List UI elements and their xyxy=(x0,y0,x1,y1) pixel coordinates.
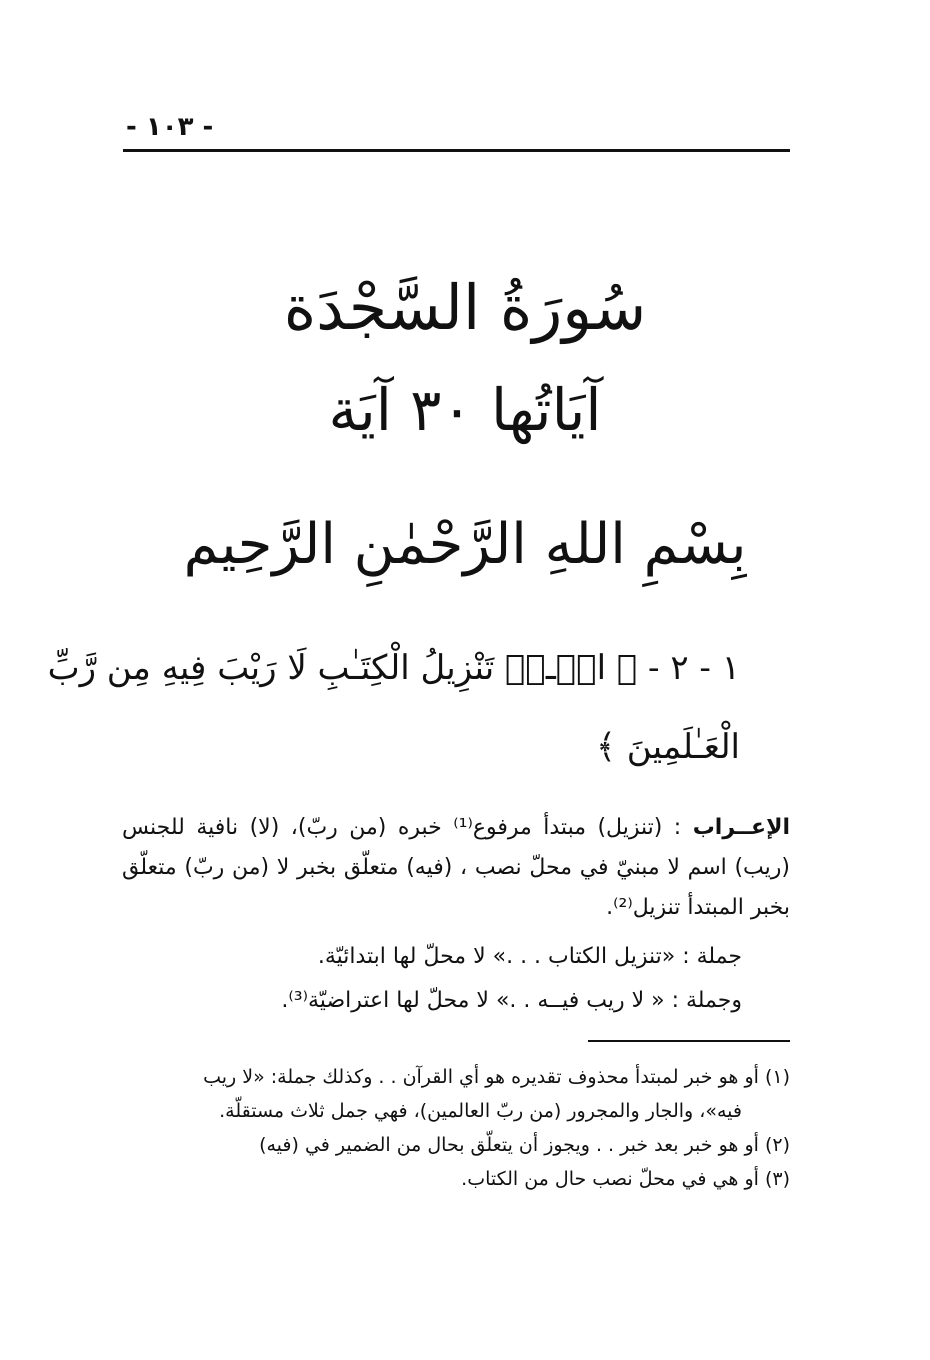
footnote-1-line-2: فيه»، والجار والمجرور (من ربّ العالمين)، فهي جمل ثلاث مستقلّة. xyxy=(219,1100,742,1122)
verse-line-1: ١ - ٢ - ﴿ الۤـمۤ تَنْزِيلُ الْكِتَـٰبِ لَا رَيْبَ فِيهِ مِن رَّبِّ xyxy=(47,648,740,688)
ayat-count: آيَاتُها ٣٠ آيَة xyxy=(328,376,602,444)
footnote-2 xyxy=(122,1128,790,1162)
verse-line-2: الْعَـٰلَمِينَ ﴾ xyxy=(596,727,740,767)
footnote-3 xyxy=(122,1162,790,1196)
sentence-analysis-2: وجملة : « لا ريب فيــه . .» لا محلّ لها اعتراضيّة⁽³⁾. xyxy=(281,988,742,1013)
footnote-divider xyxy=(588,1040,790,1042)
basmala: بِسْمِ اللهِ الرَّحْمٰنِ الرَّحِيم xyxy=(183,512,747,577)
footnote-3-line-1: (٣) أو هي في محلّ نصب حال من الكتاب. xyxy=(461,1168,790,1190)
irab-paragraph xyxy=(122,808,790,928)
footnote-2-line-1: (٢) أو هو خبر بعد خبر . . ويجوز أن يتعلّق بحال من الضمير في (فيه) xyxy=(259,1134,790,1156)
page-number: - ١٠٣ - xyxy=(126,112,214,142)
irab-label: الإعــراب xyxy=(692,815,791,840)
irab-text: : (تنزيل) مبتدأ مرفوع⁽¹⁾ خبره (من ربّ)، (لا) نافية للجنس (ريب) اسم لا مبنيّ في محلّ نصب ، (فيه) متعلّق بخبر لا (من ربّ) متعلّق بخبر المبتدأ تنزيل⁽²⁾. xyxy=(122,815,790,920)
footnote-1-line-1: (١) أو هو خبر لمبتدأ محذوف تقديره هو أي القرآن . . وكذلك جملة: «لا ريب xyxy=(203,1066,790,1088)
footnote-1 xyxy=(122,1060,790,1128)
footnotes xyxy=(122,1060,790,1196)
sentence-analysis-1: جملة : «تنزيل الكتاب . . .» لا محلّ لها ابتدائيّة. xyxy=(317,944,742,969)
surah-title: سُورَةُ السَّجْدَة xyxy=(283,271,647,344)
header-divider xyxy=(123,149,790,152)
